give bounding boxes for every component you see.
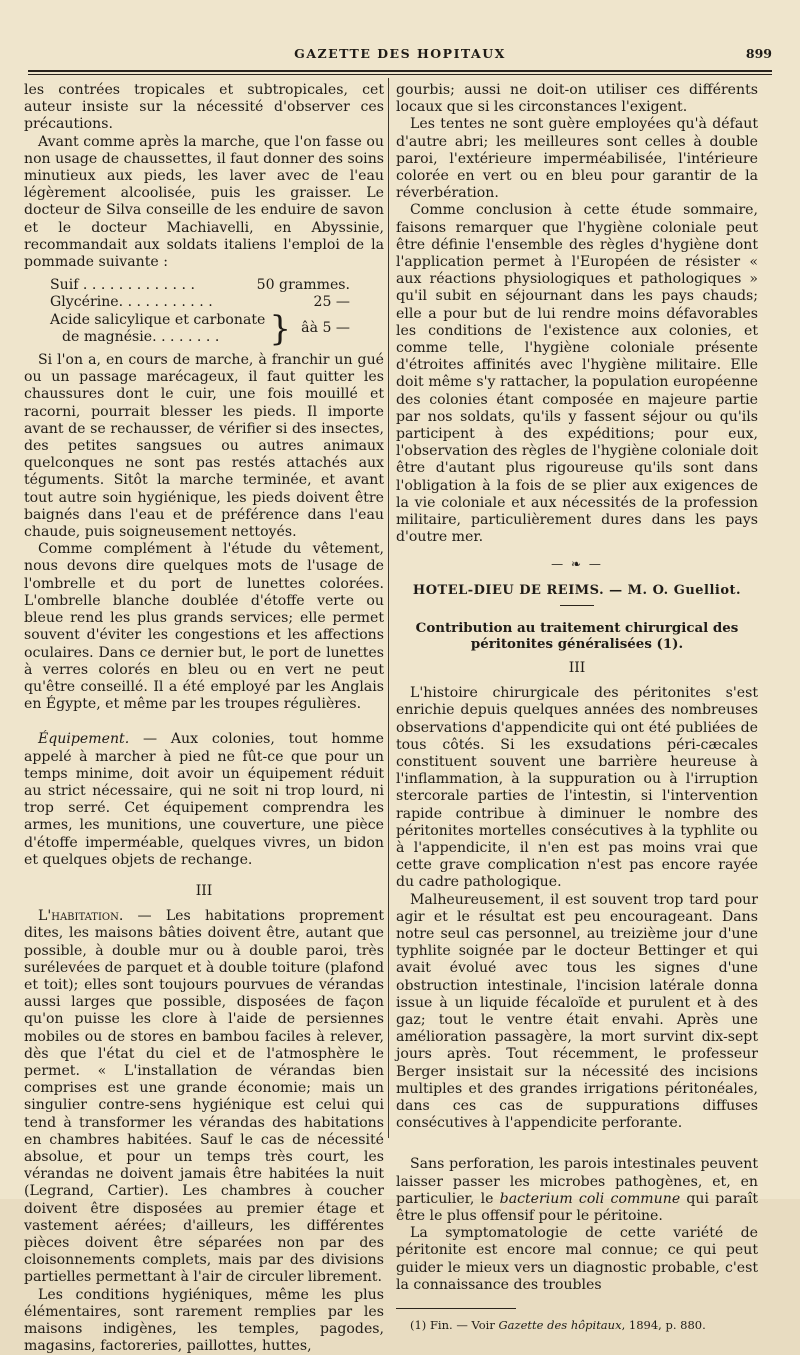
recipe-quantity: 25 — bbox=[313, 294, 350, 311]
paragraph: Avant comme après la marche, que l'on fasse ou non usage de chaussettes, il faut donner des soins minutieux aux pieds, les laver avec de l'eau légèrement alcoolisée, puis les graisser. Le docteur de Silva conseille de les enduire de savon et le docteur Machiavelli, en Abyssinie, recommandait aux soldats italiens l'emploi de la pommade suivante : bbox=[24, 133, 384, 271]
right-column bbox=[396, 82, 758, 1334]
recipe-ingredient: de magnésie. . . . . . . . bbox=[62, 328, 220, 345]
paragraph-label: Équipement. bbox=[38, 731, 130, 748]
paragraph: les contrées tropicales et subtropicales, cet auteur insiste sur la nécessité d'observer ces précautions. bbox=[24, 82, 384, 133]
paragraph: gourbis; aussi ne doit-on utiliser ces différents locaux que si les circonstances l'exigent. bbox=[396, 82, 758, 116]
footnote-text: , 1894, p. 880. bbox=[621, 1318, 706, 1332]
paragraph: Si l'on a, en cours de marche, à franchir un gué ou un passage marécageux, il faut quitter les chaussures dont le cuir, une fois mouillé et racorni, pourrait blesser les pieds. Il importe avant de se rechausser, de vérifier si des insectes, des petites sangsues ou autres animaux quelconques ne sont pas restés attachés aux téguments. Sitôt la marche terminée, et avant tout autre soin hygiénique, les pieds doivent être baignés dans l'eau et de préférence dans l'eau chaude, puis soigneusement nettoyés. bbox=[24, 352, 384, 541]
section-number: III bbox=[195, 882, 213, 899]
paragraph: Les conditions hygiéniques, même les plus élémentaires, sont rarement remplies par les maisons indigènes, les temples, pagodes, magasins, factoreries, paillottes, huttes, bbox=[24, 1286, 384, 1355]
recipe-ingredient: Suif . . . . . . . . . . . . . bbox=[50, 277, 195, 294]
recipe-line bbox=[50, 294, 350, 311]
paragraph: Comme conclusion à cette étude sommaire, faisons remarquer que l'hygiène coloniale peut être définie l'ensemble des règles d'hygiène dont l'application permet à l'Européen de résister « aux réactions physiologiques et pathologiques » qu'il subit en séjournant dans les pays chauds; elle a pour but de lui rendre moins défavorables les conditions de l'existence aux colonies, et comme telle, l'hygiène coloniale présente d'étroites affinités avec l'hygiène militaire. Elle doit même s'y rattacher, la population européenne des colonies étant composée en majeure partie par nos soldats, qu'ils y fassent séjour ou qu'ils participent à des expéditions; pour eux, l'observation des règles de l'hygiène coloniale doit être d'autant plus rigoureuse qu'ils sont dans l'obligation à la fois de se plier aux exigences de la vie coloniale et aux nécessités de la profession militaire, particulièrement dures dans les pays d'outre mer. bbox=[396, 202, 758, 546]
italic-term: bacterium coli commune bbox=[499, 1190, 681, 1207]
recipe-line bbox=[50, 308, 350, 349]
header-rule bbox=[28, 70, 772, 75]
spacer bbox=[396, 1132, 758, 1156]
recipe-line bbox=[50, 277, 350, 294]
short-rule bbox=[560, 605, 594, 606]
recipe-block bbox=[50, 277, 384, 349]
paragraph: L'histoire chirurgicale des péritonites s'est enrichie depuis quelques années des nombreuses observations d'appendicite qui ont été publiées de tous côtés. Si les exsudations péri-cæcales constituent souvent une barrière heureuse à l'inflammation, à la suppuration ou à l'irruption stercorale parties de l'intestin, si l'intervention rapide contribue à diminuer le nombre des péritonites mortelles consécutives à la typhlite ou à l'appendicite, il n'en est pas moins vrai que cette grave complication n'est pas encore rayée du cadre pathologique. bbox=[396, 685, 758, 891]
footnote-text: (1) Fin. — Voir bbox=[410, 1318, 499, 1332]
left-column bbox=[24, 82, 384, 1355]
paragraph-text: qui paraît être le plus offensif pour le péritoine. bbox=[396, 1190, 758, 1224]
recipe-quantity: 50 grammes. bbox=[256, 277, 350, 294]
recipe-ingredient: Glycérine. . . . . . . . . . . bbox=[50, 294, 213, 311]
paragraph bbox=[396, 1156, 758, 1225]
page-number: 899 bbox=[745, 46, 772, 61]
ornament-divider: — ❧ — bbox=[551, 557, 603, 572]
paragraph-text: — Les habitations proprement dites, les maisons bâties doivent être, autant que possible, à double mur ou à double paroi, très surélevées de parquet et à double toiture (plafond et toit); elles sont toujours pourvues de vérandas aussi larges que possible, disposées de façon qu'on puisse les clore à l'aide de persiennes mobiles ou de stores en bambou faciles à relever, dès que l'état du ciel et de l'atmosphère le permet. « L'installation de vérandas bien comprises est une grande économie; mais un singulier contre-sens hygiénique est celui qui tend à transformer les vérandas des habitations en chambres habitées. Sauf le cas de nécessité absolue, et pour un temps très court, les vérandas ne doivent jamais être habitées la nuit (Legrand, Cartier). Les chambres à coucher doivent être disposées au premier étage et vastement aérées; d'ailleurs, les différentes pièces doivent être séparées non par des cloisonnements complets, mais par des divisions partielles permettant à l'air de circuler librement. bbox=[24, 908, 384, 1286]
article-heading: HOTEL-DIEU DE REIMS. — M. O. Guelliot. bbox=[412, 582, 742, 598]
paragraph bbox=[24, 731, 384, 869]
paragraph-text: — Aux colonies, tout homme appelé à marcher à pied ne fût-ce que pour un temps minime, doit avoir un équipement réduit au strict nécessaire, qui ne soit ni trop lourd, ni trop serré. Cet équipement comprendra les armes, les munitions, une couverture, une pièce d'étoffe imperméable, quelques vivres, un bidon et quelques objets de rechange. bbox=[24, 731, 384, 868]
footnote-citation: Gazette des hôpitaux bbox=[498, 1318, 622, 1332]
column-divider bbox=[388, 78, 389, 1138]
footnote bbox=[396, 1317, 758, 1334]
paragraph: Malheureusement, il est souvent trop tard pour agir et le résultat est peu encourageant. Dans notre seul cas personnel, au treizième jour d'une typhlite soignée par le docteur Bettinger et qui avait évolué avec tous les signes d'une obstruction intestinale, l'incision latérale donna issue à un liquide fécaloïde et purulent et à des gaz; tout le ventre était envahi. Après une amélioration passagère, la mort survint dix-sept jours après. Tout récemment, le professeur Berger insistait sur la nécessité des incisions multiples et des grandes irrigations péritonéales, dans ces cas de suppurations diffuses consécutives à l'appendicite perforante. bbox=[396, 891, 758, 1132]
page-header bbox=[28, 40, 772, 66]
recipe-quantity: âà 5 — bbox=[301, 320, 350, 337]
recipe-ingredient: Acide salicylique et carbonate bbox=[50, 311, 266, 328]
brace-symbol: } bbox=[269, 308, 292, 349]
article-title: Contribution au traitement chirurgical des péritonites généralisées (1). bbox=[415, 619, 739, 652]
section-number: III bbox=[568, 659, 586, 676]
footnote-rule bbox=[396, 1308, 516, 1309]
paragraph: Comme complément à l'étude du vêtement, nous devons dire quelques mots de l'usage de l'ombrelle et du port de lunettes colorées. L'ombrelle blanche doublée d'étoffe verte ou bleue rend les plus grands services; elle permet souvent d'éviter les congestions et les affections oculaires. Dans ce dernier but, le port de lunettes à verres colorés en bleu ou en vert ne peut qu'être conseillé. Il a été employé par les Anglais en Égypte, et même par les troupes régulières. bbox=[24, 541, 384, 713]
paragraph bbox=[24, 908, 384, 1286]
recipe-ingredient-group bbox=[50, 308, 295, 349]
paragraph: Les tentes ne sont guère employées qu'à défaut d'autre abri; les meilleures sont celles à double paroi, l'extérieure imperméabilisée, l'intérieure colorée en vert ou en bleu pour garantir de la réverbération. bbox=[396, 116, 758, 202]
running-title: GAZETTE DES HOPITAUX bbox=[294, 46, 506, 61]
paragraph-label: L'habitation. bbox=[38, 908, 124, 925]
paragraph-text: Sans perforation, les parois intestinales peuvent laisser passer les microbes pathogènes, et, en particulier, le bbox=[396, 1156, 758, 1207]
paragraph: La symptomatologie de cette variété de péritonite est encore mal connue; ce qui peut guider le mieux vers un diagnostic probable, c'est la connaissance des troubles bbox=[396, 1225, 758, 1293]
